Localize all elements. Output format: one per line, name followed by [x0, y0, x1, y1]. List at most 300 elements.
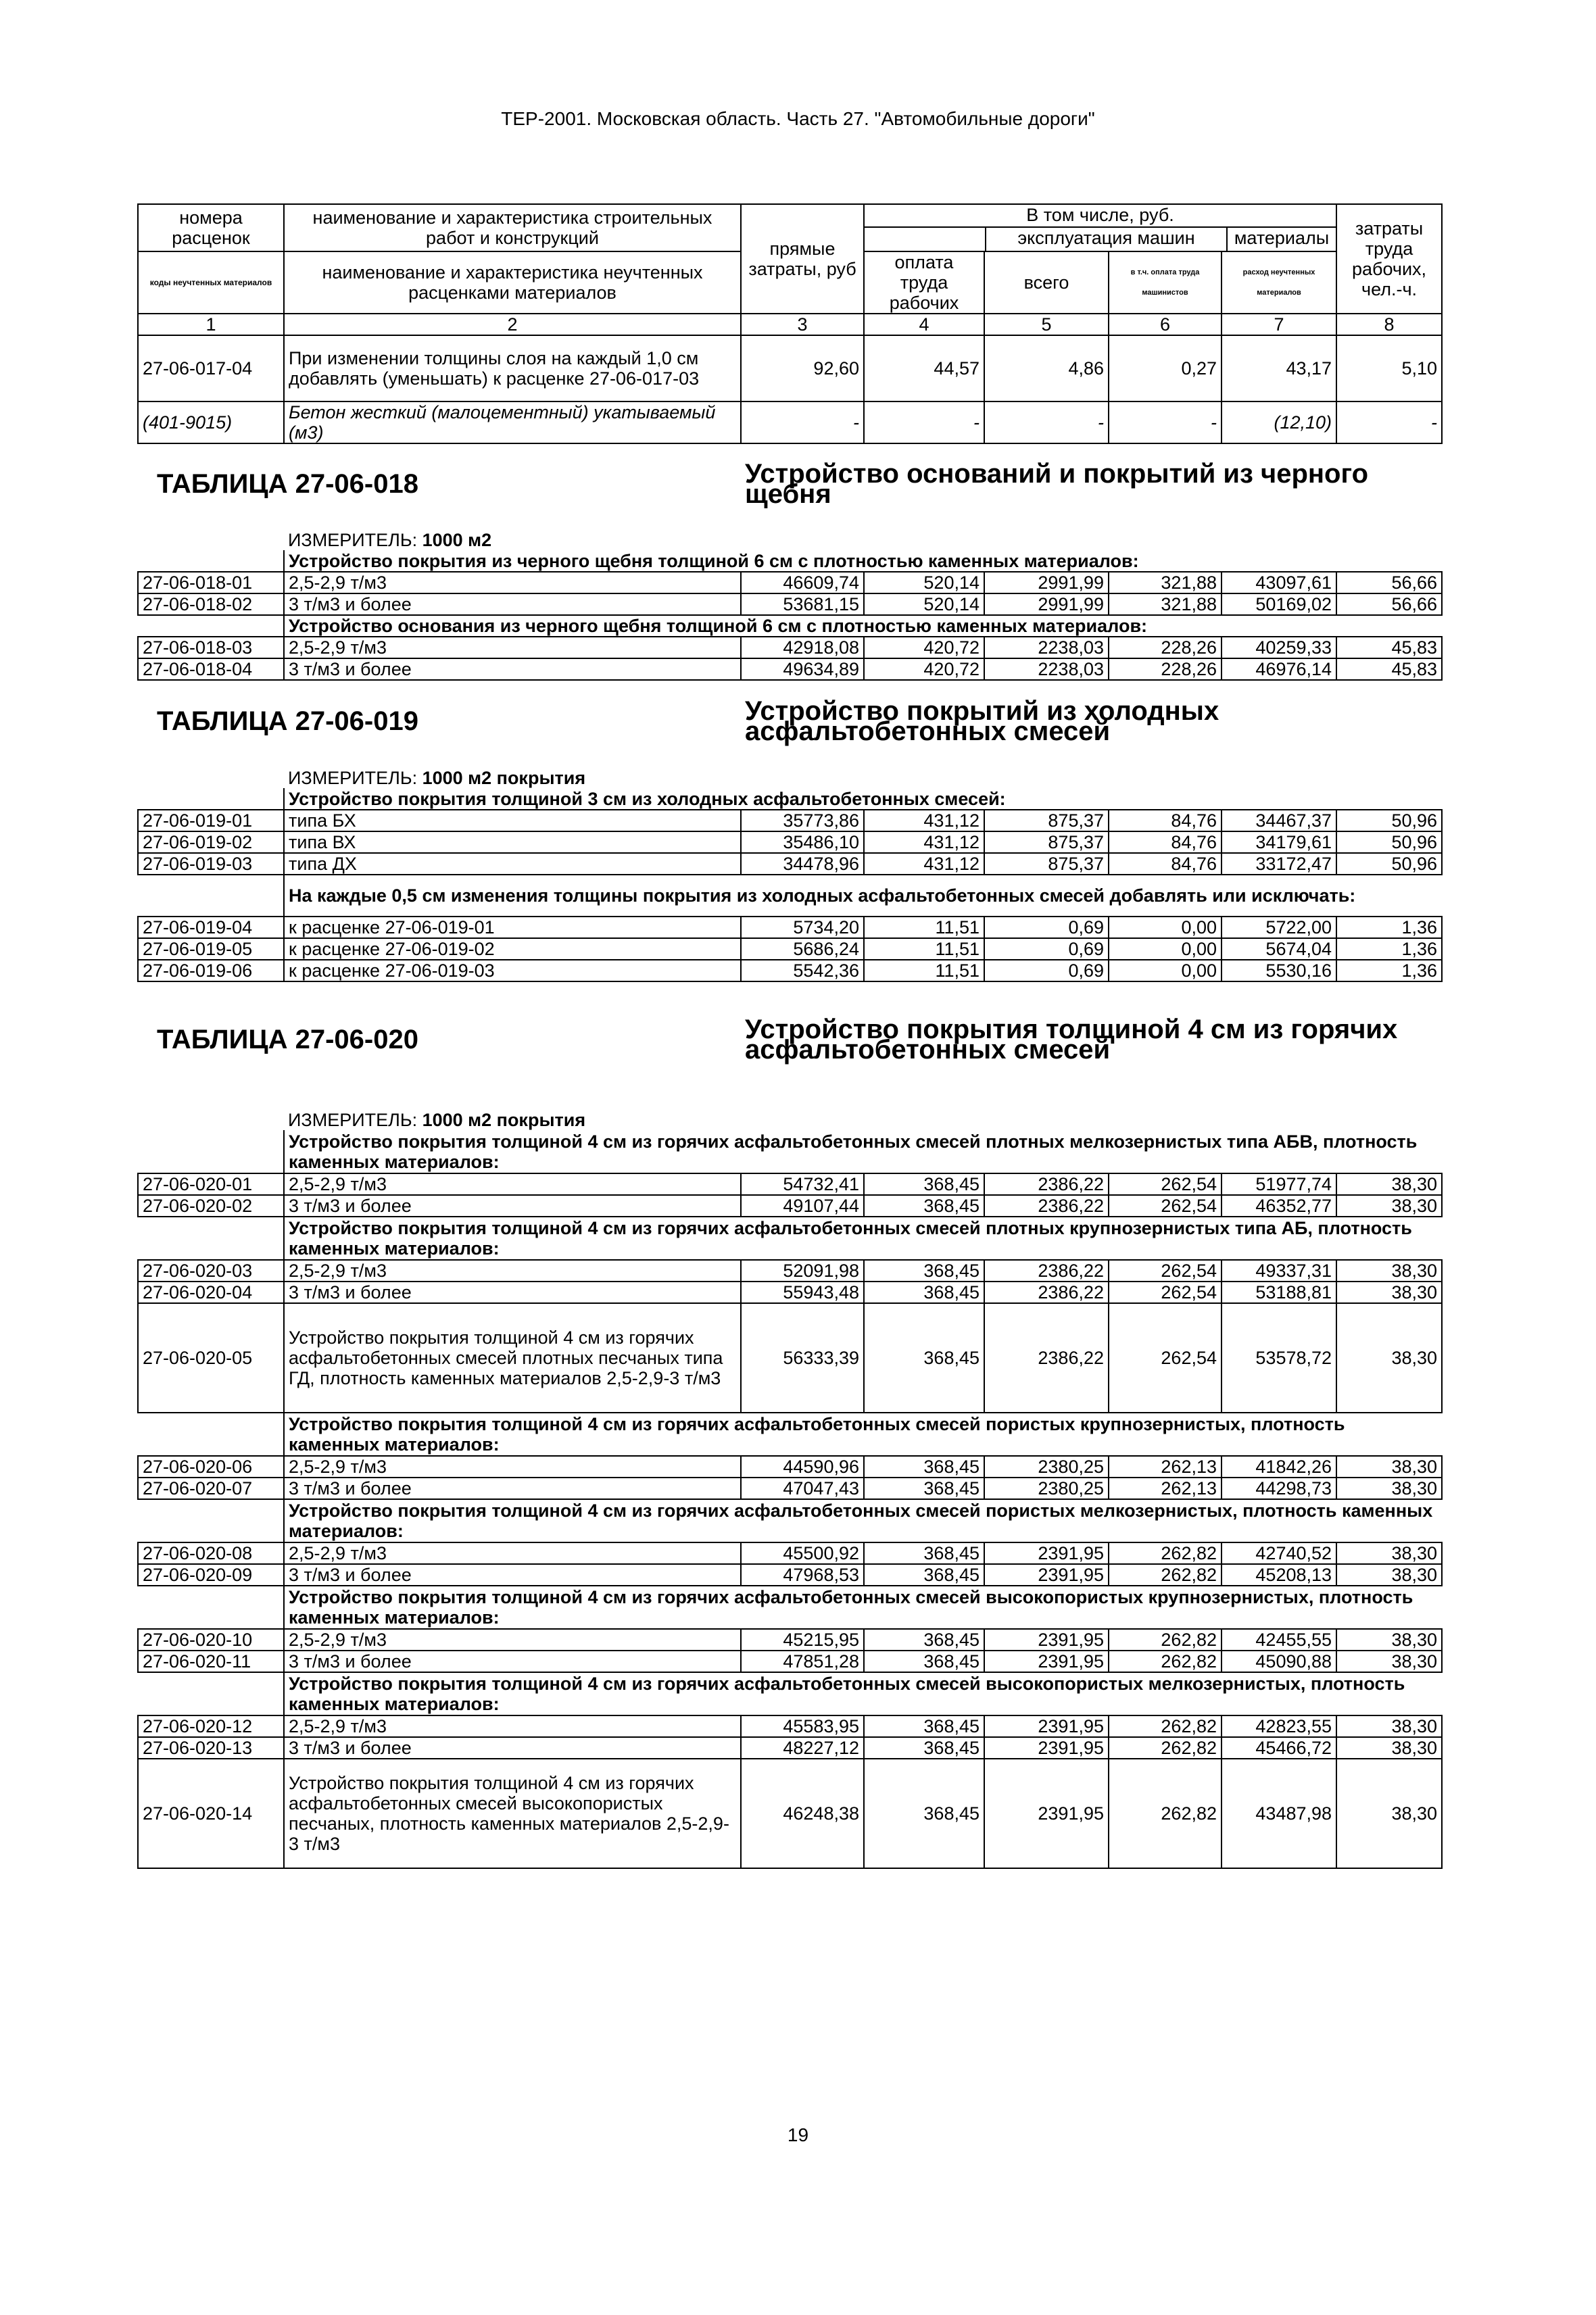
- labor-hours: 38,30: [1336, 1478, 1442, 1499]
- machinists-pay: 262,82: [1109, 1737, 1222, 1759]
- table-row: [138, 1195, 1442, 1217]
- col-labor-header: затраты труда рабочих, чел.-ч.: [1336, 204, 1442, 314]
- rate-name: 2,5-2,9 т/м3: [284, 1173, 741, 1195]
- rate-code: 27-06-020-03: [138, 1260, 284, 1282]
- table-row: [138, 637, 1442, 658]
- section-spacer: [138, 1586, 284, 1629]
- direct-cost: 53681,15: [741, 593, 864, 615]
- col-name-subheader: наименование и характеристика неучтенных расценками материалов: [284, 251, 741, 314]
- machines-cost: 2386,22: [984, 1303, 1109, 1413]
- materials-cost: 51977,74: [1222, 1173, 1336, 1195]
- machines-cost: 2238,03: [984, 637, 1109, 658]
- labor-pay: 11,51: [864, 917, 984, 938]
- labor-pay: 420,72: [864, 637, 984, 658]
- col-number: 3: [741, 314, 864, 335]
- labor-hours: 38,30: [1336, 1260, 1442, 1282]
- rate-name: 3 т/м3 и более: [284, 1651, 741, 1672]
- table-row: [138, 593, 1442, 615]
- direct-cost: 5734,20: [741, 917, 864, 938]
- machinists-pay: 228,26: [1109, 637, 1222, 658]
- machines-cost: 2991,99: [984, 572, 1109, 593]
- labor-hours: 38,30: [1336, 1564, 1442, 1586]
- rate-name: 3 т/м3 и более: [284, 1282, 741, 1303]
- machinists-pay: -: [1109, 401, 1222, 443]
- machinists-pay: 262,54: [1109, 1282, 1222, 1303]
- rate-name: 3 т/м3 и более: [284, 1478, 741, 1499]
- machinists-pay: 321,88: [1109, 572, 1222, 593]
- labor-hours: 1,36: [1336, 938, 1442, 960]
- section-row: [138, 1586, 1442, 1629]
- machinists-pay: 262,54: [1109, 1173, 1222, 1195]
- section-spacer: [138, 1130, 284, 1173]
- labor-hours: 45,83: [1336, 658, 1442, 680]
- labor-hours: 38,30: [1336, 1303, 1442, 1413]
- rate-code: 27-06-020-04: [138, 1282, 284, 1303]
- section-spacer: [138, 550, 284, 572]
- materials-cost: 43,17: [1222, 335, 1336, 401]
- machinists-pay: 262,82: [1109, 1759, 1222, 1868]
- rate-code: 27-06-019-04: [138, 917, 284, 938]
- section-row: [138, 1130, 1442, 1173]
- machinists-pay: 262,82: [1109, 1564, 1222, 1586]
- direct-cost: 56333,39: [741, 1303, 864, 1413]
- machinists-pay: 262,82: [1109, 1629, 1222, 1651]
- machines-cost: 2386,22: [984, 1173, 1109, 1195]
- rate-code: 27-06-020-01: [138, 1173, 284, 1195]
- labor-hours: 38,30: [1336, 1651, 1442, 1672]
- table-row: [138, 1478, 1442, 1499]
- machines-cost: 2386,22: [984, 1195, 1109, 1217]
- col-code-subheader: коды неучтенных материалов: [138, 251, 284, 314]
- direct-cost: 44590,96: [741, 1456, 864, 1478]
- col-number: 7: [1222, 314, 1336, 335]
- machines-cost: 2391,95: [984, 1715, 1109, 1737]
- rate-name: 3 т/м3 и более: [284, 1737, 741, 1759]
- section-row: [138, 1217, 1442, 1260]
- rate-name: 2,5-2,9 т/м3: [284, 572, 741, 593]
- direct-cost: 35486,10: [741, 831, 864, 853]
- rate-code: 27-06-018-03: [138, 637, 284, 658]
- machinists-pay: 84,76: [1109, 853, 1222, 875]
- materials-cost: 42823,55: [1222, 1715, 1336, 1737]
- rate-code: (401-9015): [138, 401, 284, 443]
- labor-hours: -: [1336, 401, 1442, 443]
- labor-pay: 368,45: [864, 1759, 984, 1868]
- col-number: 2: [284, 314, 741, 335]
- section-row: [138, 550, 1442, 572]
- rate-name: 3 т/м3 и более: [284, 593, 741, 615]
- section-heading: Устройство покрытия толщиной 4 см из горячих асфальтобетонных смесей пористых крупнозернистых, плотность каменных материалов:: [284, 1413, 1442, 1456]
- rate-code: 27-06-020-02: [138, 1195, 284, 1217]
- table-row: [138, 335, 1442, 401]
- rate-code: 27-06-019-03: [138, 853, 284, 875]
- section-heading: Устройство покрытия толщиной 4 см из горячих асфальтобетонных смесей плотных мелкозернистых типа АБВ, плотность каменных материалов:: [284, 1130, 1442, 1173]
- labor-pay: -: [864, 401, 984, 443]
- labor-hours: 50,96: [1336, 853, 1442, 875]
- section-row: [138, 1672, 1442, 1715]
- labor-hours: 50,96: [1336, 831, 1442, 853]
- materials-cost: 34179,61: [1222, 831, 1336, 853]
- machinists-pay: 262,82: [1109, 1651, 1222, 1672]
- rate-code: 27-06-020-08: [138, 1542, 284, 1564]
- rate-name: Устройство покрытия толщиной 4 см из горячих асфальтобетонных смесей плотных песчаных типа ГД, плотность каменных материалов 2,5-2,9-3 т/м3: [284, 1303, 741, 1413]
- labor-pay: 368,45: [864, 1564, 984, 1586]
- materials-cost: 5530,16: [1222, 960, 1336, 981]
- machinists-pay: 262,82: [1109, 1715, 1222, 1737]
- materials-cost: 43097,61: [1222, 572, 1336, 593]
- col-materials-sub-header: расход неучтенных материалов: [1222, 251, 1336, 314]
- machinists-pay: 228,26: [1109, 658, 1222, 680]
- table-row: [138, 1715, 1442, 1737]
- direct-cost: 49634,89: [741, 658, 864, 680]
- materials-cost: 53578,72: [1222, 1303, 1336, 1413]
- labor-hours: 38,30: [1336, 1715, 1442, 1737]
- rate-code: 27-06-020-05: [138, 1303, 284, 1413]
- materials-cost: 42455,55: [1222, 1629, 1336, 1651]
- labor-pay: 368,45: [864, 1303, 984, 1413]
- machines-cost: 2380,25: [984, 1456, 1109, 1478]
- materials-cost: 44298,73: [1222, 1478, 1336, 1499]
- direct-cost: 42918,08: [741, 637, 864, 658]
- rate-name: 3 т/м3 и более: [284, 1564, 741, 1586]
- direct-cost: 92,60: [741, 335, 864, 401]
- machinists-pay: 0,00: [1109, 917, 1222, 938]
- materials-cost: (12,10): [1222, 401, 1336, 443]
- machinists-pay: 321,88: [1109, 593, 1222, 615]
- labor-hours: 38,30: [1336, 1173, 1442, 1195]
- direct-cost: 54732,41: [741, 1173, 864, 1195]
- table-title: Устройство оснований и покрытий из черного щебня: [745, 458, 1369, 509]
- measure-label: ИЗМЕРИТЕЛЬ:: [288, 768, 422, 788]
- rate-name: 2,5-2,9 т/м3: [284, 1260, 741, 1282]
- section-spacer: [138, 1499, 284, 1542]
- col-including-group: [864, 204, 1336, 251]
- section-row: [138, 1413, 1442, 1456]
- table-row: [138, 658, 1442, 680]
- table-name: ТАБЛИЦА 27-06-019: [157, 706, 418, 736]
- labor-hours: 38,30: [1336, 1282, 1442, 1303]
- rate-code: 27-06-019-02: [138, 831, 284, 853]
- labor-hours: 38,30: [1336, 1737, 1442, 1759]
- col-machines-header: эксплуатация машин: [985, 228, 1228, 251]
- materials-cost: 34467,37: [1222, 810, 1336, 831]
- measure-unit: [284, 523, 1442, 550]
- rate-code: 27-06-018-02: [138, 593, 284, 615]
- table-title: Устройство покрытия толщиной 4 см из горячих асфальтобетонных смесей: [745, 1014, 1398, 1065]
- materials-cost: 40259,33: [1222, 637, 1336, 658]
- rate-name: типа ВХ: [284, 831, 741, 853]
- measure-spacer: [138, 761, 284, 788]
- measure-row: [138, 1096, 1442, 1130]
- machines-cost: 2386,22: [984, 1260, 1109, 1282]
- section-spacer: [138, 788, 284, 810]
- machines-cost: 2391,95: [984, 1737, 1109, 1759]
- rate-code: 27-06-020-09: [138, 1564, 284, 1586]
- col-code-header: номера расценок: [138, 204, 284, 251]
- rate-name: 2,5-2,9 т/м3: [284, 1456, 741, 1478]
- labor-pay: 368,45: [864, 1478, 984, 1499]
- table-row: [138, 1260, 1442, 1282]
- machines-cost: 2391,95: [984, 1629, 1109, 1651]
- materials-cost: 45208,13: [1222, 1564, 1336, 1586]
- table-row: [138, 1542, 1442, 1564]
- labor-hours: 56,66: [1336, 593, 1442, 615]
- machinists-pay: 262,54: [1109, 1303, 1222, 1413]
- col-including-header: В том числе, руб.: [865, 205, 1336, 228]
- col-machines-pay-header: в т.ч. оплата труда машинистов: [1109, 251, 1222, 314]
- direct-cost: 46609,74: [741, 572, 864, 593]
- table-row: [138, 1737, 1442, 1759]
- col-number: 5: [984, 314, 1109, 335]
- rate-code: 27-06-020-07: [138, 1478, 284, 1499]
- labor-hours: 38,30: [1336, 1759, 1442, 1868]
- labor-hours: 1,36: [1336, 960, 1442, 981]
- labor-pay: 368,45: [864, 1195, 984, 1217]
- labor-pay: 368,45: [864, 1173, 984, 1195]
- col-number: 6: [1109, 314, 1222, 335]
- rate-name: 3 т/м3 и более: [284, 1195, 741, 1217]
- rate-code: 27-06-018-04: [138, 658, 284, 680]
- materials-cost: 42740,52: [1222, 1542, 1336, 1564]
- col-labor-pay-header-top: [865, 228, 985, 251]
- rate-code: 27-06-017-04: [138, 335, 284, 401]
- rate-name: 2,5-2,9 т/м3: [284, 637, 741, 658]
- labor-pay: 368,45: [864, 1737, 984, 1759]
- section-row: [138, 1499, 1442, 1542]
- rate-code: 27-06-020-06: [138, 1456, 284, 1478]
- labor-pay: 44,57: [864, 335, 984, 401]
- labor-hours: 38,30: [1336, 1456, 1442, 1478]
- table-row: [138, 1173, 1442, 1195]
- rate-name: Бетон жесткий (малоцементный) укатываемый (м3): [284, 401, 741, 443]
- rate-code: 27-06-020-14: [138, 1759, 284, 1868]
- machinists-pay: 0,00: [1109, 938, 1222, 960]
- section-heading: Устройство покрытия толщиной 4 см из горячих асфальтобетонных смесей пористых мелкозернистых, плотность каменных материалов:: [284, 1499, 1442, 1542]
- table-row: [138, 1759, 1442, 1868]
- labor-pay: 431,12: [864, 810, 984, 831]
- labor-pay: 368,45: [864, 1282, 984, 1303]
- col-number: 8: [1336, 314, 1442, 335]
- section-heading: Устройство основания из черного щебня толщиной 6 см с плотностью каменных материалов:: [284, 615, 1442, 637]
- table-row: [138, 1651, 1442, 1672]
- measure-value: 1000 м2: [422, 530, 492, 550]
- direct-cost: 47047,43: [741, 1478, 864, 1499]
- table-name: ТАБЛИЦА 27-06-018: [157, 468, 418, 499]
- measure-unit: [284, 1096, 1442, 1130]
- direct-cost: 5686,24: [741, 938, 864, 960]
- machines-cost: -: [984, 401, 1109, 443]
- labor-pay: 520,14: [864, 572, 984, 593]
- machines-cost: 2391,95: [984, 1759, 1109, 1868]
- section-heading: Устройство покрытия толщиной 4 см из горячих асфальтобетонных смесей высокопористых крупнозернистых, плотность каменных материалов:: [284, 1586, 1442, 1629]
- labor-pay: 368,45: [864, 1456, 984, 1478]
- table-row: [138, 938, 1442, 960]
- materials-cost: 49337,31: [1222, 1260, 1336, 1282]
- direct-cost: 52091,98: [741, 1260, 864, 1282]
- rate-name: 2,5-2,9 т/м3: [284, 1629, 741, 1651]
- section-spacer: [138, 1672, 284, 1715]
- rate-code: 27-06-019-01: [138, 810, 284, 831]
- section-heading: На каждые 0,5 см изменения толщины покрытия из холодных асфальтобетонных смесей добавлять или исключать:: [284, 875, 1442, 917]
- measure-row: [138, 761, 1442, 788]
- col-number: 1: [138, 314, 284, 335]
- machines-cost: 875,37: [984, 810, 1109, 831]
- rate-name: типа БХ: [284, 810, 741, 831]
- rate-name: 2,5-2,9 т/м3: [284, 1542, 741, 1564]
- col-direct-header: прямые затраты, руб: [741, 204, 864, 314]
- machinists-pay: 84,76: [1109, 810, 1222, 831]
- machines-cost: 0,69: [984, 938, 1109, 960]
- machinists-pay: 262,13: [1109, 1456, 1222, 1478]
- machinists-pay: 262,82: [1109, 1542, 1222, 1564]
- section-row: [138, 875, 1442, 917]
- section-spacer: [138, 615, 284, 637]
- page-header: ТЕР-2001. Московская область. Часть 27. "Автомобильные дороги": [501, 108, 1095, 129]
- table-row: [138, 572, 1442, 593]
- table-row: [138, 810, 1442, 831]
- machines-cost: 2391,95: [984, 1542, 1109, 1564]
- rate-code: 27-06-019-06: [138, 960, 284, 981]
- materials-cost: 50169,02: [1222, 593, 1336, 615]
- section-heading: Устройство покрытия толщиной 3 см из холодных асфальтобетонных смесей:: [284, 788, 1442, 810]
- rate-code: 27-06-020-12: [138, 1715, 284, 1737]
- col-number: 4: [864, 314, 984, 335]
- materials-cost: 46352,77: [1222, 1195, 1336, 1217]
- labor-pay: 431,12: [864, 853, 984, 875]
- materials-cost: 41842,26: [1222, 1456, 1336, 1478]
- labor-pay: 11,51: [864, 938, 984, 960]
- labor-pay: 368,45: [864, 1260, 984, 1282]
- direct-cost: 49107,44: [741, 1195, 864, 1217]
- direct-cost: 45500,92: [741, 1542, 864, 1564]
- materials-cost: 5674,04: [1222, 938, 1336, 960]
- machinists-pay: 0,27: [1109, 335, 1222, 401]
- machines-cost: 0,69: [984, 960, 1109, 981]
- direct-cost: 5542,36: [741, 960, 864, 981]
- measure-value: 1000 м2 покрытия: [422, 1110, 586, 1130]
- labor-hours: 38,30: [1336, 1195, 1442, 1217]
- direct-cost: 48227,12: [741, 1737, 864, 1759]
- direct-cost: 34478,96: [741, 853, 864, 875]
- direct-cost: 55943,48: [741, 1282, 864, 1303]
- rate-code: 27-06-018-01: [138, 572, 284, 593]
- rate-code: 27-06-019-05: [138, 938, 284, 960]
- materials-cost: 43487,98: [1222, 1759, 1336, 1868]
- table-row: [138, 1456, 1442, 1478]
- labor-hours: 45,83: [1336, 637, 1442, 658]
- measure-label: ИЗМЕРИТЕЛЬ:: [288, 530, 422, 550]
- table-row: [138, 1303, 1442, 1413]
- col-name-header: наименование и характеристика строительных работ и конструкций: [284, 204, 741, 251]
- materials-cost: 45466,72: [1222, 1737, 1336, 1759]
- measure-spacer: [138, 523, 284, 550]
- machinists-pay: 262,54: [1109, 1195, 1222, 1217]
- rate-name: типа ДХ: [284, 853, 741, 875]
- labor-pay: 368,45: [864, 1542, 984, 1564]
- column-numbers-row: [138, 314, 1442, 335]
- table-row: [138, 1629, 1442, 1651]
- col-labor-pay-header: оплата труда рабочих: [864, 251, 984, 314]
- rate-name: к расценке 27-06-019-02: [284, 938, 741, 960]
- materials-cost: 45090,88: [1222, 1651, 1336, 1672]
- rates-table: [137, 203, 1443, 1869]
- table-row: [138, 853, 1442, 875]
- direct-cost: 45215,95: [741, 1629, 864, 1651]
- rate-name: При изменении толщины слоя на каждый 1,0 см добавлять (уменьшать) к расценке 27-06-017-03: [284, 335, 741, 401]
- machines-cost: 4,86: [984, 335, 1109, 401]
- labor-pay: 368,45: [864, 1715, 984, 1737]
- measure-unit: [284, 761, 1442, 788]
- rate-name: Устройство покрытия толщиной 4 см из горячих асфальтобетонных смесей высокопористых песчаных, плотность каменных материалов 2,5-2,9-3 т/м3: [284, 1759, 741, 1868]
- labor-hours: 38,30: [1336, 1542, 1442, 1564]
- table-row: [138, 917, 1442, 938]
- rate-name: 2,5-2,9 т/м3: [284, 1715, 741, 1737]
- rate-code: 27-06-020-13: [138, 1737, 284, 1759]
- rate-name: к расценке 27-06-019-01: [284, 917, 741, 938]
- machines-cost: 2386,22: [984, 1282, 1109, 1303]
- direct-cost: 47851,28: [741, 1651, 864, 1672]
- section-row: [138, 788, 1442, 810]
- rate-name: к расценке 27-06-019-03: [284, 960, 741, 981]
- section-spacer: [138, 1217, 284, 1260]
- labor-pay: 431,12: [864, 831, 984, 853]
- col-materials-header: материалы: [1234, 228, 1330, 248]
- rate-code: 27-06-020-11: [138, 1651, 284, 1672]
- page-number: 19: [787, 2124, 809, 2145]
- labor-hours: 5,10: [1336, 335, 1442, 401]
- table-row: [138, 960, 1442, 981]
- labor-pay: 368,45: [864, 1629, 984, 1651]
- measure-spacer: [138, 1096, 284, 1130]
- table-name: ТАБЛИЦА 27-06-020: [157, 1024, 418, 1054]
- machinists-pay: 0,00: [1109, 960, 1222, 981]
- materials-cost: 33172,47: [1222, 853, 1336, 875]
- machines-cost: 875,37: [984, 831, 1109, 853]
- table-row: [138, 1564, 1442, 1586]
- machinists-pay: 262,54: [1109, 1260, 1222, 1282]
- measure-row: [138, 523, 1442, 550]
- machines-cost: 2991,99: [984, 593, 1109, 615]
- labor-hours: 56,66: [1336, 572, 1442, 593]
- direct-cost: 47968,53: [741, 1564, 864, 1586]
- table-title-row: [138, 680, 1442, 761]
- machines-cost: 2238,03: [984, 658, 1109, 680]
- measure-value: 1000 м2 покрытия: [422, 768, 586, 788]
- direct-cost: 45583,95: [741, 1715, 864, 1737]
- rate-code: 27-06-020-10: [138, 1629, 284, 1651]
- machines-cost: 2391,95: [984, 1564, 1109, 1586]
- section-heading: Устройство покрытия толщиной 4 см из горячих асфальтобетонных смесей высокопористых мелкозернистых, плотность каменных материалов:: [284, 1672, 1442, 1715]
- machines-cost: 0,69: [984, 917, 1109, 938]
- machinists-pay: 84,76: [1109, 831, 1222, 853]
- section-heading: Устройство покрытия толщиной 4 см из горячих асфальтобетонных смесей плотных крупнозернистых типа АБ, плотность каменных материалов:: [284, 1217, 1442, 1260]
- section-spacer: [138, 875, 284, 917]
- machines-cost: 2391,95: [984, 1651, 1109, 1672]
- labor-hours: 38,30: [1336, 1629, 1442, 1651]
- direct-cost: -: [741, 401, 864, 443]
- table-title: Устройство покрытий из холодных асфальтобетонных смесей: [745, 696, 1219, 746]
- table-title-row: [138, 443, 1442, 523]
- table-title-row: [138, 981, 1442, 1096]
- table-row: [138, 401, 1442, 443]
- materials-cost: 53188,81: [1222, 1282, 1336, 1303]
- labor-pay: 368,45: [864, 1651, 984, 1672]
- labor-hours: 1,36: [1336, 917, 1442, 938]
- labor-pay: 11,51: [864, 960, 984, 981]
- measure-label: ИЗМЕРИТЕЛЬ:: [288, 1110, 422, 1130]
- machines-cost: 875,37: [984, 853, 1109, 875]
- table-row: [138, 831, 1442, 853]
